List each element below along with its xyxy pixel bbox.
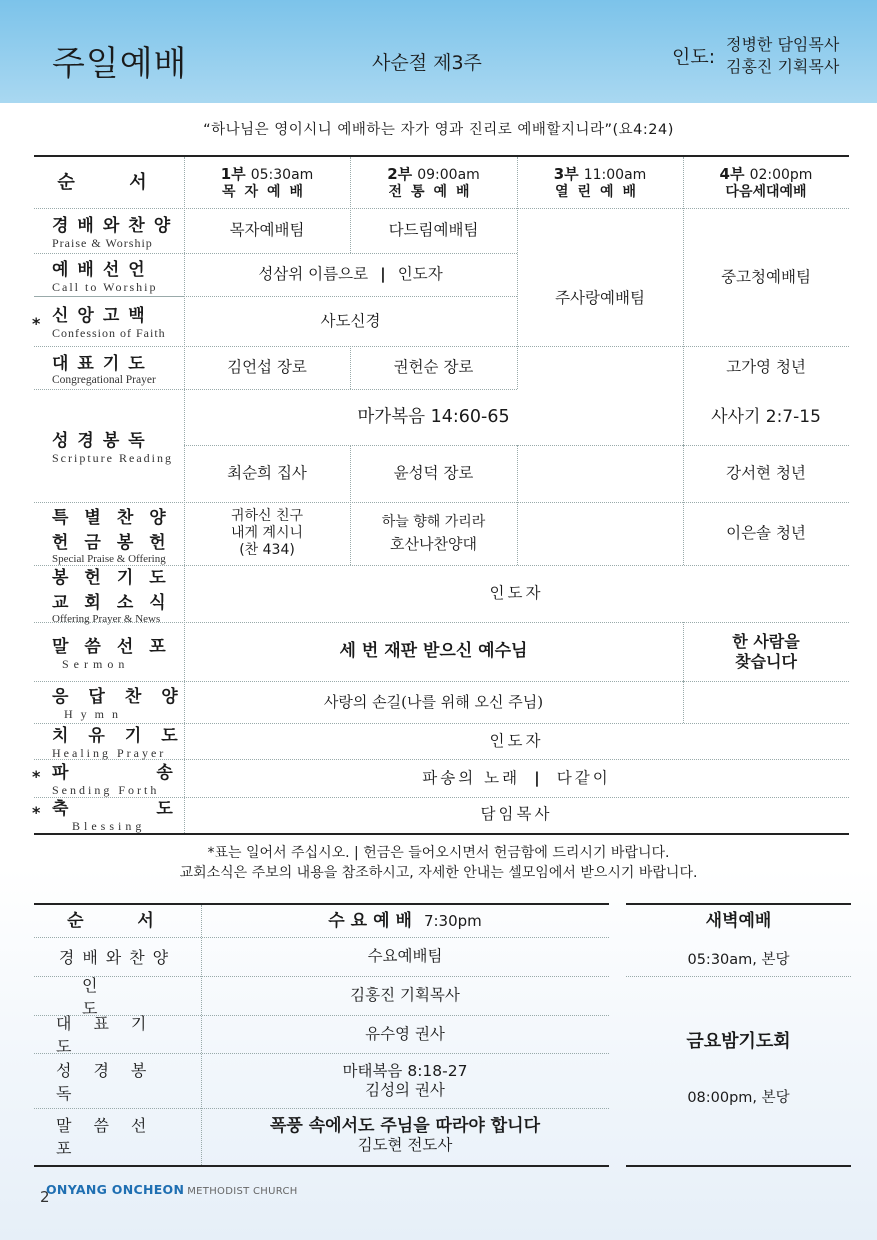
prayer-s1: 김언섭 장로 [227,358,307,377]
header-banner [0,0,877,103]
wed-label-praise: 경배와찬양 [58,948,177,967]
leader-2: 김홍진 기획목사 [726,57,840,76]
row-label-special: 특별찬양 헌금봉헌 Special Praise & Offering [52,507,182,565]
sermon-title: 세 번 재판 받으신 예수님 [339,641,528,662]
order-header: 순 서 [57,171,161,193]
other-services-box [626,903,851,1167]
sending-all: 파송의 노래 | 다같이 [422,768,611,787]
leader-1: 정병한 담임목사 [726,35,840,54]
wed-scripture: 마태복음 8:18-27 김성의 권사 [342,1061,468,1099]
offering-all: 인도자 [489,584,544,603]
service-1-header: 1부 05:30am 목자예배 [220,165,314,200]
friday-service-info: 08:00pm, 본당 [687,1090,790,1107]
special-s1: 귀하신 친구 내게 계시니 (찬 434) [230,508,304,558]
wednesday-order-table [34,903,609,1167]
row-label-hymn: 응답찬양 Hymn [52,687,198,721]
row-label-scripture: 성경봉독 Scripture Reading [52,430,173,465]
call-s12: 성삼위 이름으로 | 인도자 [258,265,443,284]
scripture-verse: “하나님은 영이시니 예배하는 자가 영과 진리로 예배할지니라”(요4:24) [203,122,674,138]
scripture-reader-s2: 윤성덕 장로 [393,464,474,483]
liturgical-week: 사순절 제3주 [372,52,482,74]
wed-label-scripture: 성경봉독 [56,1060,169,1103]
praise-s1: 목자예배팀 [229,221,305,240]
healing-all: 인도자 [489,731,544,750]
special-s2: 하늘 향해 가리라 호산나찬양대 [381,514,486,553]
row-label-call: 예배선언 Call to Worship [52,259,158,294]
confession-s12: 사도신경 [320,311,381,330]
scripture-s4: 사사기 2:7-15 [711,406,821,427]
scripture-reader-s1: 최순희 집사 [227,464,307,483]
page-title: 주일예배 [52,44,188,84]
row-label-sending: * 파송 Sending Forth [32,763,261,797]
wed-label-sermon: 말씀선포 [56,1115,169,1158]
service-4-header: 4부 02:00pm 다음세대예배 [719,165,813,200]
row-label-offering: 봉헌기도 교회소식 Offering Prayer & News [52,567,182,625]
row-label-prayer: 대표기도 Congregational Prayer [52,354,156,386]
prayer-s4: 고가영 청년 [726,358,806,377]
service-3-team: 주사랑예배팀 [555,289,645,308]
scripture-s123: 마가복음 14:60-65 [357,406,510,427]
hymn-title: 사랑의 손길(나를 위해 오신 주님) [323,693,544,711]
note-line-1: *표는 일어서 주십시오. | 헌금은 들어오시면서 헌금함에 드리시기 바랍니다. [207,845,670,861]
scripture-reader-s4: 강서현 청년 [726,464,806,483]
sermon-s4: 한 사람을 찾습니다 [732,632,800,671]
prayer-s2: 권헌순 장로 [393,358,474,377]
service-4-team: 중고청예배팀 [721,267,811,286]
wed-lead: 김홍진 기획목사 [350,986,460,1005]
church-logo: ONYANG ONCHEON METHODIST CHURCH [46,1182,298,1197]
row-label-confession: * 신앙고백 Confession of Faith [32,306,166,340]
wed-prayer: 유수영 권사 [365,1024,445,1043]
service-3-header: 3부 11:00am 열린예배 [553,165,647,200]
dawn-service-title: 새벽예배 [705,910,772,931]
wed-label-lead: 인도 [82,975,194,1018]
friday-service-title: 금요밤기도회 [686,1031,791,1053]
wed-praise: 수요예배팀 [367,947,443,966]
blessing-all: 담임목사 [480,804,553,823]
wed-label-prayer: 대표기도 [56,1014,169,1056]
special-s4: 이은솔 청년 [726,524,806,543]
row-label-sermon: 말씀선포 Sermon [52,636,182,671]
row-label-praise: 경배와찬양 Praise & Worship [52,215,180,250]
page-number: 2 [40,1188,50,1206]
row-label-healing: 치유기도 Healing Prayer [52,726,198,760]
leader-label: 인도: [672,46,716,68]
row-label-blessing: * 축도 Blessing [32,799,261,833]
service-2-header: 2부 09:00am 전통예배 [387,165,480,200]
wed-service-header: 수요예배 7:30pm [328,910,482,931]
note-line-2: 교회소식은 주보의 내용을 참조하시고, 자세한 안내는 셀모임에서 받으시기 바랍니다. [179,865,698,881]
dawn-service-info: 05:30am, 본당 [687,952,790,969]
sunday-order-table [34,155,849,835]
wed-order-header: 순 서 [67,910,168,931]
praise-s2: 다드림예배팀 [388,221,479,240]
wed-sermon: 폭풍 속에서도 주님을 따라야 합니다 김도현 전도사 [269,1116,540,1155]
